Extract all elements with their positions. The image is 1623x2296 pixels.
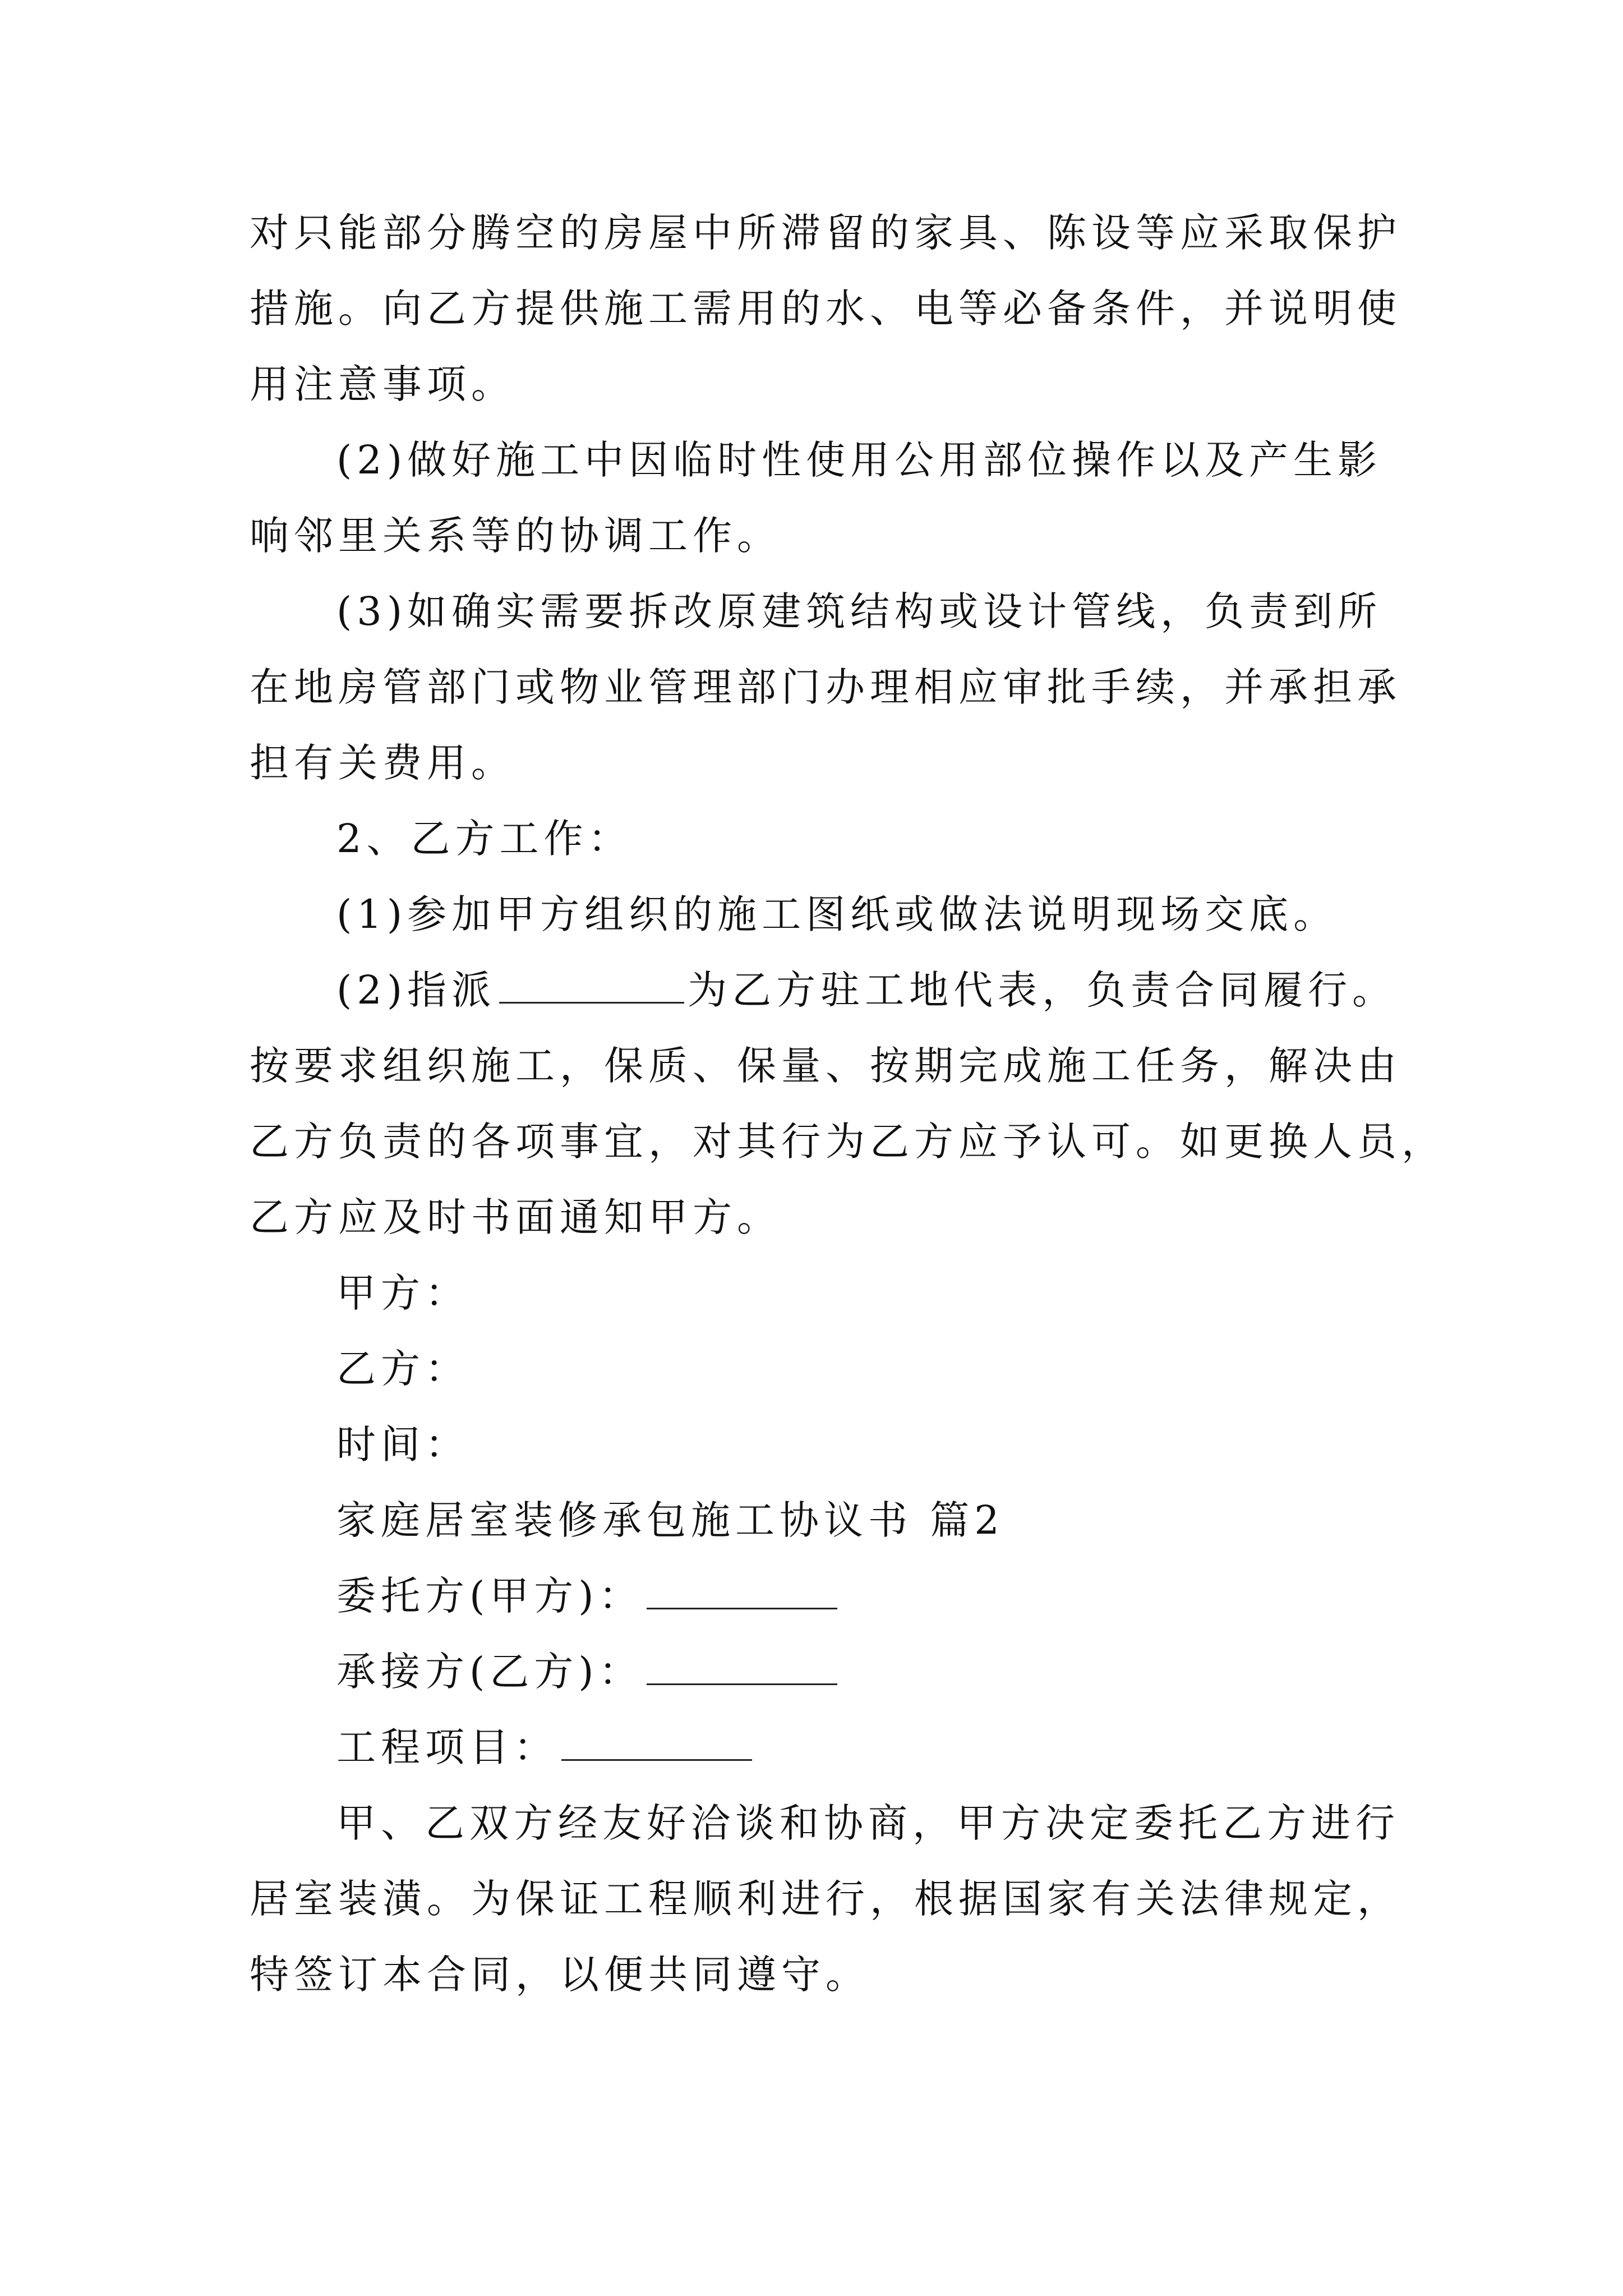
project-label: 工程项目： <box>336 1724 558 1770</box>
section-title: 家庭居室装修承包施工协议书 篇2 <box>336 1497 1004 1543</box>
paragraph-line: (2)做好施工中因临时性使用公用部位操作以及产生影 <box>336 437 1382 483</box>
project-field <box>336 1719 755 1775</box>
paragraph-line: (3)如确实需要拆改原建筑结构或设计管线，负责到所 <box>336 588 1382 634</box>
paragraph-line: (1)参加甲方组织的施工图纸或做法说明现场交底。 <box>336 891 1338 937</box>
paragraph-line: 响邻里关系等的协调工作。 <box>250 513 781 559</box>
paragraph-line: 按要求组织施工，保质、保量、按期完成施工任务，解决由 <box>250 1043 1401 1089</box>
dispatch-line <box>336 962 1396 1018</box>
client-label: 委托方(甲方)： <box>336 1573 643 1619</box>
client-blank <box>647 1573 837 1609</box>
paragraph-line: 在地房管部门或物业管理部门办理相应审批手续，并承担承 <box>250 664 1401 710</box>
paragraph-line: 特签订本合同，以便共同遵守。 <box>250 1952 870 1998</box>
paragraph-line: 措施。向乙方提供施工需用的水、电等必备条件，并说明使 <box>250 286 1401 332</box>
paragraph-line: 用注意事项。 <box>250 361 515 407</box>
section-heading: 2、乙方工作： <box>336 816 633 862</box>
paragraph-line: 乙方负责的各项事宜，对其行为乙方应予认可。如更换人员， <box>250 1119 1446 1165</box>
representative-blank <box>499 967 684 1004</box>
party-b-label: 乙方： <box>336 1346 469 1392</box>
dispatch-suffix: 为乙方驻工地代表，负责合同履行。 <box>688 967 1397 1013</box>
paragraph-line: 居室装潢。为保证工程顺利进行，根据国家有关法律规定， <box>250 1876 1401 1922</box>
contractor-blank <box>647 1649 837 1685</box>
paragraph-line: 对只能部分腾空的房屋中所滞留的家具、陈设等应采取保护 <box>250 210 1401 256</box>
project-blank <box>561 1724 752 1761</box>
paragraph-line: 乙方应及时书面通知甲方。 <box>250 1194 781 1240</box>
dispatch-prefix: (2)指派 <box>336 967 496 1013</box>
paragraph-line: 担有关费用。 <box>250 740 515 786</box>
client-field <box>336 1568 841 1624</box>
time-label: 时间： <box>336 1421 469 1467</box>
paragraph-line: 甲、乙双方经友好洽谈和协商，甲方决定委托乙方进行 <box>336 1800 1400 1846</box>
contractor-label: 承接方(乙方)： <box>336 1649 643 1695</box>
contractor-field <box>336 1644 841 1700</box>
party-a-label: 甲方： <box>336 1270 469 1316</box>
